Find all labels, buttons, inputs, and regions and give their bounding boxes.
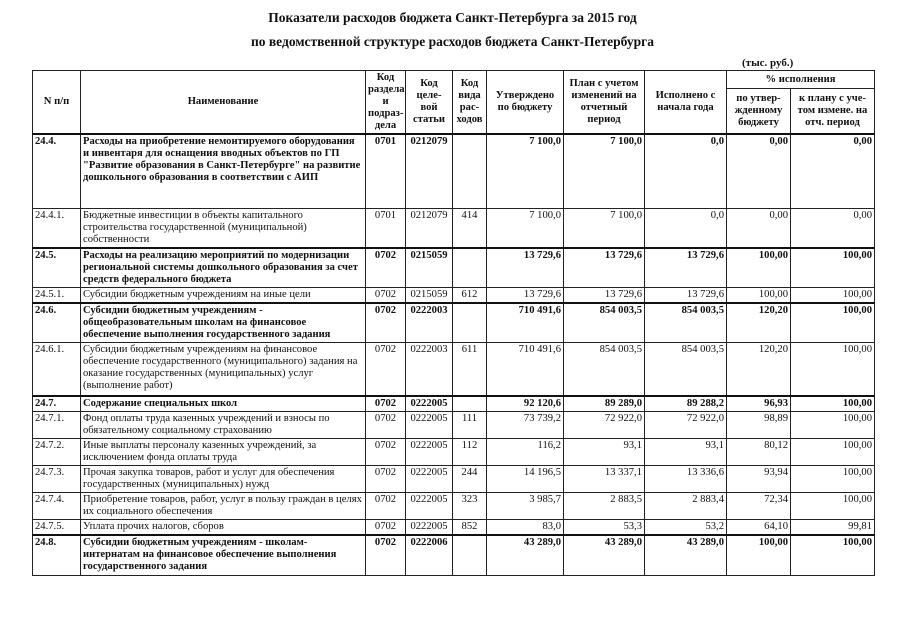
row-name: Бюджетные инвестиции в объекты капитального строительства государственной (муниципальной) собственности — [81, 208, 366, 248]
table-row — [33, 412, 875, 439]
row-razdel: 0702 — [366, 412, 406, 439]
row-pct-utv: 93,94 — [727, 466, 791, 493]
row-pct-utv: 80,12 — [727, 439, 791, 466]
row-razdel: 0702 — [366, 396, 406, 412]
row-utverzhdeno: 13 729,6 — [487, 248, 564, 288]
row-name: Фонд оплаты труда казенных учреждений и взносы по обязательному социальному страхованию — [81, 412, 366, 439]
row-num: 24.5.1. — [33, 287, 81, 303]
row-plan: 7 100,0 — [564, 134, 645, 208]
row-razdel: 0702 — [366, 493, 406, 520]
row-pct-utv: 0,00 — [727, 134, 791, 208]
row-pct-utv: 96,93 — [727, 396, 791, 412]
row-ispolneno: 0,0 — [645, 134, 727, 208]
header-ispolneno: Исполнено с начала года — [645, 71, 727, 135]
row-name: Расходы на приобретение немонтируемого оборудования и инвентаря для оснащения вводных объектов по ГП "Развитие образования в Санкт-Петербурге" на развитие дошкольного образования в соответствии с АИП — [81, 134, 366, 208]
row-ispolneno: 93,1 — [645, 439, 727, 466]
table-row — [33, 520, 875, 536]
row-razdel: 0702 — [366, 466, 406, 493]
table-row — [33, 287, 875, 303]
row-name: Субсидии бюджетным учреждениям - школам-интернатам на финансовое обеспечение выполнения государственного задания — [81, 535, 366, 575]
row-pct-plan: 100,00 — [791, 303, 875, 343]
row-num: 24.7.4. — [33, 493, 81, 520]
row-ispolneno: 13 729,6 — [645, 287, 727, 303]
row-utverzhdeno: 710 491,6 — [487, 342, 564, 396]
row-num: 24.6.1. — [33, 342, 81, 396]
row-pct-plan: 100,00 — [791, 466, 875, 493]
row-vid: 612 — [453, 287, 487, 303]
row-num: 24.7.1. — [33, 412, 81, 439]
row-pct-plan: 100,00 — [791, 535, 875, 575]
row-pct-utv: 100,00 — [727, 248, 791, 288]
row-plan: 854 003,5 — [564, 303, 645, 343]
row-name: Субсидии бюджетным учреждениям на финансовое обеспечение государственного (муниципального) задания на оказание государственных (муниципальных) услуг (выполнение работ) — [81, 342, 366, 396]
row-razdel: 0702 — [366, 535, 406, 575]
row-vid: 852 — [453, 520, 487, 536]
header-utverzhdeno: Утверждено по бюджету — [487, 71, 564, 135]
row-pct-utv: 120,20 — [727, 303, 791, 343]
row-plan: 89 289,0 — [564, 396, 645, 412]
row-plan: 13 729,6 — [564, 287, 645, 303]
table-header — [33, 71, 875, 135]
row-pct-utv: 120,20 — [727, 342, 791, 396]
row-vid — [453, 303, 487, 343]
row-pct-plan: 0,00 — [791, 208, 875, 248]
table-row — [33, 303, 875, 343]
header-kod-razdela: Код раздела и подраз-дела — [366, 71, 406, 135]
table-row — [33, 396, 875, 412]
row-ispolneno: 854 003,5 — [645, 303, 727, 343]
row-name: Иные выплаты персоналу казенных учреждений, за исключением фонда оплаты труда — [81, 439, 366, 466]
row-pct-plan: 0,00 — [791, 134, 875, 208]
row-pct-plan: 100,00 — [791, 493, 875, 520]
budget-table — [32, 70, 875, 576]
row-name: Уплата прочих налогов, сборов — [81, 520, 366, 536]
header-pct-group: % исполнения — [727, 71, 875, 89]
row-ispolneno: 2 883,4 — [645, 493, 727, 520]
row-vid: 112 — [453, 439, 487, 466]
row-razdel: 0702 — [366, 520, 406, 536]
row-name: Расходы на реализацию мероприятий по модернизации региональной системы дошкольного образования за счет средств федерального бюджета — [81, 248, 366, 288]
row-pct-plan: 100,00 — [791, 396, 875, 412]
row-utverzhdeno: 92 120,6 — [487, 396, 564, 412]
header-kod-statyi: Код целе-вой статьи — [406, 71, 453, 135]
report-title-line1: Показатели расходов бюджета Санкт-Петербурга за 2015 год — [268, 10, 637, 25]
table-row — [33, 439, 875, 466]
row-vid: 323 — [453, 493, 487, 520]
row-name: Субсидии бюджетным учреждениям - общеобразовательным школам на финансовое обеспечение выполнения государственного задания — [81, 303, 366, 343]
header-plan: План с учетом изменений на отчетный период — [564, 71, 645, 135]
row-statya: 0222005 — [406, 520, 453, 536]
row-num: 24.7.5. — [33, 520, 81, 536]
row-statya: 0222005 — [406, 466, 453, 493]
row-vid: 611 — [453, 342, 487, 396]
row-vid: 414 — [453, 208, 487, 248]
row-plan: 2 883,5 — [564, 493, 645, 520]
row-ispolneno: 89 288,2 — [645, 396, 727, 412]
row-statya: 0222005 — [406, 493, 453, 520]
row-pct-plan: 100,00 — [791, 342, 875, 396]
row-statya: 0222005 — [406, 412, 453, 439]
row-pct-utv: 72,34 — [727, 493, 791, 520]
row-num: 24.7. — [33, 396, 81, 412]
row-name: Прочая закупка товаров, работ и услуг для обеспечения государственных (муниципальных) нужд — [81, 466, 366, 493]
table-row — [33, 342, 875, 396]
row-plan: 13 729,6 — [564, 248, 645, 288]
row-ispolneno: 0,0 — [645, 208, 727, 248]
row-vid: 111 — [453, 412, 487, 439]
table-body — [33, 134, 875, 575]
row-pct-plan: 100,00 — [791, 248, 875, 288]
row-razdel: 0702 — [366, 439, 406, 466]
row-plan: 854 003,5 — [564, 342, 645, 396]
row-razdel: 0701 — [366, 134, 406, 208]
row-utverzhdeno: 710 491,6 — [487, 303, 564, 343]
row-razdel: 0702 — [366, 303, 406, 343]
row-pct-plan: 100,00 — [791, 412, 875, 439]
row-utverzhdeno: 3 985,7 — [487, 493, 564, 520]
row-plan: 43 289,0 — [564, 535, 645, 575]
row-ispolneno: 854 003,5 — [645, 342, 727, 396]
row-name: Приобретение товаров, работ, услуг в пользу граждан в целях их социального обеспечения — [81, 493, 366, 520]
header-num: N п/п — [33, 71, 81, 135]
row-utverzhdeno: 83,0 — [487, 520, 564, 536]
row-pct-utv: 0,00 — [727, 208, 791, 248]
row-vid — [453, 248, 487, 288]
table-row — [33, 493, 875, 520]
row-plan: 72 922,0 — [564, 412, 645, 439]
row-razdel: 0702 — [366, 287, 406, 303]
row-pct-plan: 99,81 — [791, 520, 875, 536]
row-pct-plan: 100,00 — [791, 287, 875, 303]
row-name: Субсидии бюджетным учреждениям на иные цели — [81, 287, 366, 303]
row-utverzhdeno: 7 100,0 — [487, 208, 564, 248]
row-statya: 0212079 — [406, 134, 453, 208]
row-statya: 0222006 — [406, 535, 453, 575]
row-num: 24.6. — [33, 303, 81, 343]
row-utverzhdeno: 13 729,6 — [487, 287, 564, 303]
row-ispolneno: 72 922,0 — [645, 412, 727, 439]
row-utverzhdeno: 116,2 — [487, 439, 564, 466]
row-vid — [453, 134, 487, 208]
row-utverzhdeno: 14 196,5 — [487, 466, 564, 493]
row-num: 24.4. — [33, 134, 81, 208]
row-num: 24.7.3. — [33, 466, 81, 493]
row-utverzhdeno: 43 289,0 — [487, 535, 564, 575]
row-statya: 0215059 — [406, 248, 453, 288]
row-ispolneno: 43 289,0 — [645, 535, 727, 575]
row-pct-utv: 100,00 — [727, 287, 791, 303]
row-plan: 7 100,0 — [564, 208, 645, 248]
row-statya: 0222003 — [406, 303, 453, 343]
table-row — [33, 134, 875, 208]
header-pct-utv: по утвер-жденному бюджету — [727, 89, 791, 134]
row-plan: 13 337,1 — [564, 466, 645, 493]
row-vid — [453, 396, 487, 412]
header-pct-plan: к плану с уче-том измене. на отч. период — [791, 89, 875, 134]
row-statya: 0222005 — [406, 396, 453, 412]
row-ispolneno: 13 729,6 — [645, 248, 727, 288]
header-kod-vida: Код вида рас-ходов — [453, 71, 487, 135]
row-ispolneno: 53,2 — [645, 520, 727, 536]
table-row — [33, 466, 875, 493]
row-razdel: 0701 — [366, 208, 406, 248]
table-row — [33, 535, 875, 575]
row-num: 24.8. — [33, 535, 81, 575]
row-vid: 244 — [453, 466, 487, 493]
row-razdel: 0702 — [366, 248, 406, 288]
table-row — [33, 248, 875, 288]
row-pct-utv: 64,10 — [727, 520, 791, 536]
units-label: (тыс. руб.) — [742, 57, 794, 69]
header-name: Наименование — [81, 71, 366, 135]
row-pct-utv: 98,89 — [727, 412, 791, 439]
row-statya: 0222005 — [406, 439, 453, 466]
row-pct-utv: 100,00 — [727, 535, 791, 575]
table-row — [33, 208, 875, 248]
row-num: 24.7.2. — [33, 439, 81, 466]
row-vid — [453, 535, 487, 575]
row-ispolneno: 13 336,6 — [645, 466, 727, 493]
row-utverzhdeno: 73 739,2 — [487, 412, 564, 439]
row-statya: 0222003 — [406, 342, 453, 396]
row-num: 24.5. — [33, 248, 81, 288]
report-title-line2: по ведомственной структуре расходов бюджета Санкт-Петербурга — [250, 34, 655, 49]
row-name: Содержание специальных школ — [81, 396, 366, 412]
row-num: 24.4.1. — [33, 208, 81, 248]
row-pct-plan: 100,00 — [791, 439, 875, 466]
row-statya: 0215059 — [406, 287, 453, 303]
row-plan: 53,3 — [564, 520, 645, 536]
row-plan: 93,1 — [564, 439, 645, 466]
row-utverzhdeno: 7 100,0 — [487, 134, 564, 208]
row-razdel: 0702 — [366, 342, 406, 396]
row-statya: 0212079 — [406, 208, 453, 248]
